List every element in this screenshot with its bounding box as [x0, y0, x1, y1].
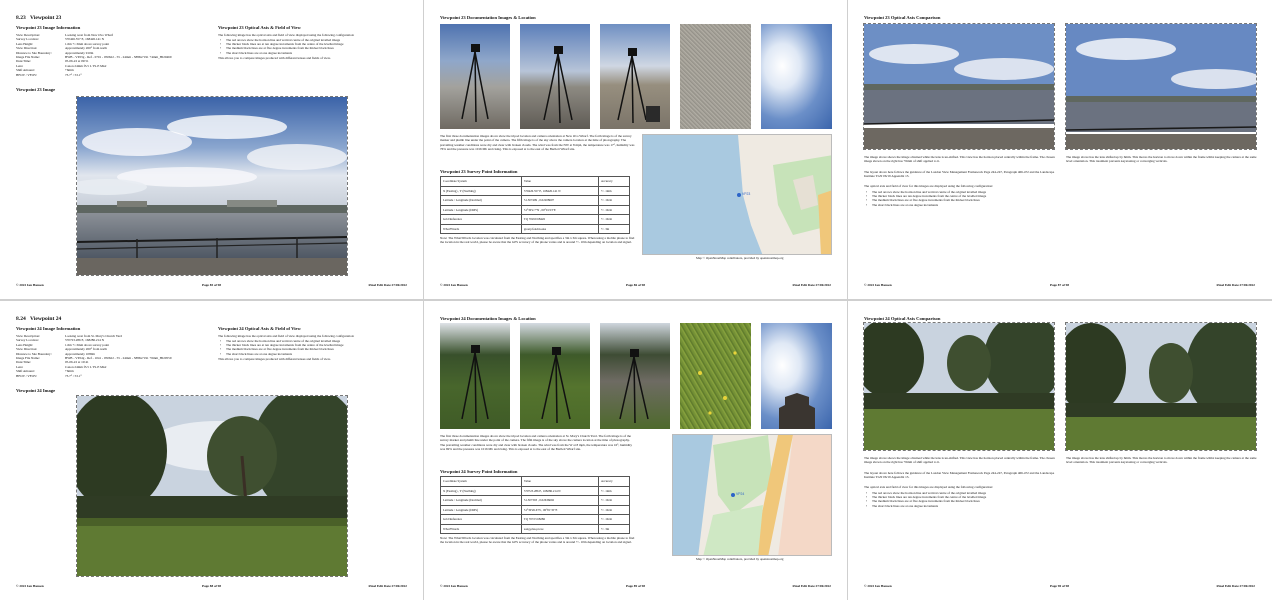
map-marker-label: VP24 [736, 492, 745, 496]
documentation-paragraph: The first three documentation images above show the tripod location and camera orientation at St. Mary's Church Yard. The forth image is of the survey marker and plumb line under the point of the camera. The fifth image is of the sky above the camera location at the time of photography. The prevailing weather conditions were dry and clear with broken clouds. The wind was from the W at 8 mph, the temperature was 16°, humidity was 69% and the pressure was 1016 Mb and rising. This is exposed at to the east of the Bartlett Wharf site. [440, 434, 633, 451]
page-88 [0, 301, 423, 600]
table-row [441, 515, 630, 525]
table-cell: song.plus.prove [521, 524, 598, 534]
comparison-layout-note: The layout above here follows the guidance of the London View Management Framework Page 244-247, Paragraph 466-472 and the Landscape Institute TGN 06/19 Appendix 13. [864, 170, 1055, 179]
documentation-photo-3 [600, 24, 670, 129]
optical-intro: The following image has the optical axis and field of view displayed using the following configuration: [218, 33, 355, 37]
page-87 [848, 0, 1271, 299]
image-info-table [16, 33, 205, 77]
photo-churchyard-unshifted [864, 323, 1054, 450]
bullet-item: • The medium black lines are at five degree increments from the thicker black lines [864, 198, 986, 202]
section-title: Viewpoint 24 [30, 316, 62, 322]
documentation-photo-sky [761, 323, 832, 429]
tripod-photo [520, 24, 590, 129]
bullet-item: • The thicker black lines are at ten degree increments from the centre of the levelled image [218, 343, 343, 347]
info-row [16, 73, 205, 77]
section-heading [16, 15, 61, 21]
info-key: Lens Height: [16, 41, 34, 46]
table-cell: Latitude / Longitude (DMS) [441, 205, 522, 215]
image-info-heading: Viewpoint 23 Image Information [16, 25, 81, 30]
info-key: Date/Time: [16, 59, 31, 64]
bullet-item: • The medium black lines are at five degree increments from the thicker black lines [218, 347, 343, 351]
bullet-item: • The thicker black lines are at ten degree increments from the centre of the levelled image [218, 42, 343, 46]
photo-river-shifted [1066, 24, 1256, 149]
survey-point-heading: Viewpoint 24 Survey Point Information [440, 469, 518, 474]
bullet-item: • The thicker black lines are ten degree increments from the centre of the levelled image [864, 194, 986, 198]
bullet-item: • The short black lines are at one degree increments [218, 352, 343, 356]
map-graphic [673, 435, 832, 556]
table-header-row [441, 477, 630, 487]
table-row [441, 505, 630, 515]
tripod-photo [600, 323, 670, 429]
optical-axis-heading: Viewpoint 24 Optical Axis & Field of View [218, 326, 301, 331]
location-map [672, 434, 832, 556]
bullet-item: • The thicker black lines are ten degree increments from the centre of the levelled image [864, 495, 986, 499]
table-row [441, 215, 630, 225]
info-key: Lens: [16, 364, 24, 369]
tripod-photo [600, 24, 670, 129]
footer-edit-date: Final Edit Date 27/06/2022 [368, 283, 407, 287]
table-row [441, 524, 630, 534]
footer-edit-date: Final Edit Date 27/06/2022 [368, 584, 407, 588]
bullet-item: • The red arrows show the horizon line and vertical centre of the original levelled image [864, 190, 986, 194]
bullet-item: • The red arrows show the horizon line and vertical centre of the original levelled image [218, 38, 343, 42]
comparison-intro: The optical axis and field of view for this images are displayed using the following configuration: [864, 485, 994, 489]
image-info-heading: Viewpoint 24 Image Information [16, 326, 81, 331]
column-header: Coordinate System [441, 477, 522, 487]
footer-edit-date: Final Edit Date 27/06/2022 [1216, 283, 1255, 287]
documentation-paragraph: The first three documentation images above show the tripod location and camera orientation at New Ovo Wharf. The forth image is of the survey marker and plumb line under the point of the camera. The fifth image is of the sky above the camera location at the time of photography. The prevailing weather conditions were dry and clear with broken clouds. The wind was from the NW at 8 mph, the temperature was 17°, humidity was 76% and the pressure was 1016 Mb and rising. This is exposed at to the east of the Bartlett Wharf site. [440, 134, 635, 151]
map-graphic [643, 135, 832, 255]
info-key: Survey Location: [16, 37, 39, 42]
tripod-photo [440, 24, 510, 129]
map-caption: Map © OpenStreetMap contributors, provided by openstreetmap.org [696, 557, 784, 561]
column-header: Coordinate System [441, 177, 522, 187]
table-cell: +/- 3m [598, 224, 629, 234]
footer-edit-date: Final Edit Date 27/06/2022 [792, 584, 831, 588]
info-key: HFOV / VFOV: [16, 72, 38, 77]
comparison-photo-unshifted [864, 24, 1054, 149]
optical-outro: This allows you to compare images produced with different lenses and fields of view. [218, 56, 331, 60]
optical-outro: This allows you to compare images produced with different lenses and fields of view. [218, 357, 331, 361]
footer-edit-date: Final Edit Date 27/06/2022 [792, 283, 831, 287]
viewpoint-image-heading: Viewpoint 23 Image [16, 87, 56, 92]
info-key: Image File Name: [16, 356, 40, 361]
comparison-right-caption: The image above has the lens shifted up by 6mm. This moves the horizon to move down within the frame whilst keeping the camera at the same level orientation. This treatment prevents keystoning or converging verticals. [1066, 456, 1257, 465]
bullet-item: • The red arrows show the horizon line and vertical centre of the original levelled image [864, 491, 986, 495]
optical-intro: The following image has the optical axis and field of view displayed using the following configuration: [218, 334, 355, 338]
column-header: Accuracy [598, 477, 629, 487]
page-86 [424, 0, 847, 299]
info-key: HFOV / VFOV: [16, 373, 38, 378]
info-value: Approximately 1080m [65, 351, 95, 356]
comparison-bullets [864, 491, 986, 508]
comparison-left-caption: The image above shows the image obtained while the lens is un-shifted. This view has the horizon placed centrally within the frame. The chosen image shown on the right has +6mm of shift applied to it. [864, 456, 1055, 465]
comparison-right-caption: The image above has the lens shifted up by 6mm. This moves the horizon to move down within the frame whilst keeping the camera at the same level orientation. This treatment prevents keystoning or converging verticals. [1066, 155, 1257, 164]
footer-page-number: Page 85 of 98 [201, 283, 222, 287]
survey-point-table [440, 476, 630, 534]
info-value: 05-06-22 at 09:51 [65, 59, 89, 64]
table-cell: Latitude / Longitude (DMS) [441, 505, 522, 515]
comparison-left-caption: The image above shows the image obtained while the lens is un-shifted. This view has the horizon placed centrally within the frame. The chosen image shown on the right has +6mm of shift applied to it. [864, 155, 1055, 164]
table-cell: TQ 70723 68286 [521, 515, 598, 525]
table-row [441, 205, 630, 215]
documentation-photo-2 [520, 323, 590, 429]
info-key: Lens: [16, 63, 24, 68]
documentation-photo-1 [440, 323, 510, 429]
info-value: +6mm [65, 68, 74, 73]
footer-page-number: Page 89 of 98 [625, 584, 646, 588]
bullet-item: • The short black lines are at one degree increments [218, 51, 343, 55]
info-value: BWB - VP24g - Ref - 1041 - 050622 - 55 - 24mm - 5886x7191 +6mm_HI20559 [65, 356, 172, 361]
info-key: View Description: [16, 334, 41, 338]
info-value: BWB - VP23g - Ref - 0701 - 050622 - 55 - 24mm - 5886x7191 +4mm_HI20469 [65, 55, 172, 60]
documentation-heading: Viewpoint 23 Documentation Images & Location [440, 15, 536, 20]
photo-river-unshifted [864, 24, 1054, 149]
info-value: +6mm [65, 369, 74, 374]
footer-page-number: Page 87 of 98 [1049, 283, 1070, 287]
table-cell: +/- 10cm [598, 196, 629, 206]
table-row [441, 186, 630, 196]
table-cell: What3Words [441, 524, 522, 534]
column-header: Value [521, 477, 598, 487]
optical-bullets [218, 339, 343, 356]
info-key: Lens Height: [16, 342, 34, 347]
viewpoint-24-photo [77, 396, 347, 576]
info-value: Looking west from New Ovo Wharf [65, 33, 114, 37]
info-key: Image File Name: [16, 55, 40, 60]
table-cell: 51°30'26.6"N , 00°01'35"E [521, 505, 598, 515]
bullet-item: • The short black lines are at one degree increments [864, 504, 986, 508]
column-header: Accuracy [598, 177, 629, 187]
footer-edit-date: Final Edit Date 27/06/2022 [1216, 584, 1255, 588]
section-title: Viewpoint 23 [30, 15, 62, 21]
info-key: View Description: [16, 33, 41, 37]
photo-river-landscape [77, 97, 347, 275]
table-cell: +/- 1mm [598, 186, 629, 196]
info-key: Survey Location: [16, 338, 39, 343]
info-key: Shift Amount: [16, 369, 35, 374]
documentation-photo-survey-marker [680, 323, 751, 429]
comparison-photo-shifted [1066, 323, 1256, 450]
table-cell: +/- 1mm [598, 486, 629, 496]
table-cell: +/- 10cm [598, 205, 629, 215]
table-cell: What3Words [441, 224, 522, 234]
footer-page-number: Page 90 of 98 [1049, 584, 1070, 588]
comparison-bullets [864, 190, 986, 207]
footer-page-number: Page 86 of 98 [625, 283, 646, 287]
footer-copyright: © 2022 Ian Hansen [16, 584, 44, 588]
survey-point-heading: Viewpoint 23 Survey Point Information [440, 169, 518, 174]
comparison-heading: Viewpoint 23 Optical Axis Comparison [864, 15, 941, 20]
table-cell: +/- 10cm [598, 496, 629, 506]
info-row [16, 374, 205, 378]
bullet-item: • The short black lines are at one degree increments [864, 203, 986, 207]
comparison-heading: Viewpoint 24 Optical Axis Comparison [864, 316, 941, 321]
info-value: Canon 24mm f3.5 L TS-E Mk2 [65, 364, 107, 369]
info-key: View Direction: [16, 46, 38, 51]
page-89 [424, 301, 847, 600]
footer-page-number: Page 88 of 98 [201, 584, 222, 588]
section-number: 8.23 [16, 15, 26, 21]
table-cell: TQ 70459 68426 [521, 215, 598, 225]
page-85 [0, 0, 423, 299]
footer-copyright: © 2022 Ian Hansen [864, 283, 892, 287]
survey-point-table [440, 176, 630, 234]
table-cell: X (Easting) , Y (Northing) [441, 486, 522, 496]
table-cell: greety.fond.books [521, 224, 598, 234]
table-cell: +/- 10cm [598, 515, 629, 525]
section-heading [16, 316, 61, 322]
table-row [441, 496, 630, 506]
tripod-photo [520, 323, 590, 429]
documentation-photo-1 [440, 24, 510, 129]
info-value: Approximately 260° from north [65, 347, 108, 352]
table-row [441, 224, 630, 234]
table-cell: 51.507393 , 0.02636692 [521, 496, 598, 506]
column-header: Value [521, 177, 598, 187]
page-90 [848, 301, 1271, 600]
comparison-photo-shifted [1066, 24, 1256, 149]
photo-churchyard-shifted [1066, 323, 1256, 450]
table-cell: 570426.557 E, 168426.141 N [521, 186, 598, 196]
table-cell: Latitude / Longitude (Decimal) [441, 196, 522, 206]
location-map [642, 134, 832, 255]
table-cell: +/- 10cm [598, 505, 629, 515]
map-caption: Map © OpenStreetMap contributors, provided by openstreetmap.org [696, 256, 784, 260]
info-value: 570723.286 E, 168286.214 N [65, 338, 105, 343]
survey-note: Note: The What3Words location was calculated from the Easting and Northing and specifies a 3m x 3m square. When using a mobile phone to find the location in the real world, please be aware that the GPS accuracy of the phone varies and is around +/- 10m depending on location and signal. [440, 236, 635, 245]
image-info-table [16, 334, 205, 378]
table-cell: +/- 10cm [598, 215, 629, 225]
info-value: Canon 24mm f3.5 L TS-E Mk2 [65, 63, 107, 68]
daisy-photo [680, 323, 751, 429]
documentation-photo-survey-marker [680, 24, 751, 129]
comparison-layout-note: The layout above here follows the guidance of the London View Management Framework Page 244-247, Paragraph 466-472 and the Landscape Institute TGN 06/19 Appendix 13. [864, 471, 1055, 480]
viewpoint-23-photo [77, 97, 347, 275]
photo-churchyard [77, 396, 347, 576]
table-row [441, 486, 630, 496]
info-key: Distance to Site Boundary: [16, 50, 52, 55]
info-value: Approximately 910m [65, 50, 94, 55]
map-marker-label: VP23 [742, 192, 751, 196]
info-value: 73.7° / 53.1° [65, 373, 82, 378]
info-key: View Direction: [16, 347, 38, 352]
info-value: Looking west from St. Mary's Church Yard [65, 334, 123, 338]
table-cell: 51.507499 , 0.02208607 [521, 196, 598, 206]
church-tower-photo [761, 323, 832, 429]
table-cell: 570723.286 E, 168286.214 N [521, 486, 598, 496]
documentation-photo-sky [761, 24, 832, 129]
optical-bullets [218, 38, 343, 55]
table-row [441, 196, 630, 206]
info-key: Date/Time: [16, 360, 31, 365]
table-header-row [441, 177, 630, 187]
table-cell: X (Easting) , Y (Northing) [441, 186, 522, 196]
info-value: 1.6m +/-3mm above survey point [65, 342, 110, 347]
comparison-intro: The optical axis and field of view for this images are displayed using the following configuration: [864, 184, 994, 188]
survey-note: Note: The What3Words location was calculated from the Easting and Northing and specifies a 3m x 3m square. When using a mobile phone to find the location in the real world, please be aware that the GPS accuracy of the phone varies and is around +/- 10m depending on location and signal. [440, 536, 635, 545]
section-number: 8.24 [16, 316, 26, 322]
footer-copyright: © 2022 Ian Hansen [440, 584, 468, 588]
documentation-photo-2 [520, 24, 590, 129]
info-value: 570426.557 E, 168426.141 N [65, 37, 105, 42]
tripod-photo [440, 323, 510, 429]
viewpoint-image-heading: Viewpoint 24 Image [16, 388, 56, 393]
bullet-item: • The red arrows show the horizon line and vertical centre of the original levelled image [218, 339, 343, 343]
info-key: Shift Amount: [16, 68, 35, 73]
info-value: 1.6m +/-3mm above survey point [65, 41, 110, 46]
table-cell: Grid Reference [441, 515, 522, 525]
footer-copyright: © 2022 Ian Hansen [440, 283, 468, 287]
bullet-item: • The medium black lines are at five degree increments from the thicker black lines [864, 499, 986, 503]
footer-copyright: © 2022 Ian Hansen [16, 283, 44, 287]
table-cell: Latitude / Longitude (Decimal) [441, 496, 522, 506]
footer-copyright: © 2022 Ian Hansen [864, 584, 892, 588]
bullet-item: • The medium black lines are at five degree increments from the thicker black lines [218, 46, 343, 50]
optical-axis-heading: Viewpoint 23 Optical Axis & Field of View [218, 25, 301, 30]
documentation-heading: Viewpoint 24 Documentation Images & Location [440, 316, 536, 321]
documentation-photo-3 [600, 323, 670, 429]
info-value: Approximately 260° from north [65, 46, 108, 51]
comparison-photo-unshifted [864, 323, 1054, 450]
info-value: 05-06-22 at 10:41 [65, 360, 89, 365]
info-key: Distance to Site Boundary: [16, 351, 52, 356]
table-cell: Grid Reference [441, 215, 522, 225]
table-cell: +/- 3m [598, 524, 629, 534]
info-value: 73.7° / 53.1° [65, 72, 82, 77]
table-cell: 51°30'2.7"N , 00°01'23"E [521, 205, 598, 215]
